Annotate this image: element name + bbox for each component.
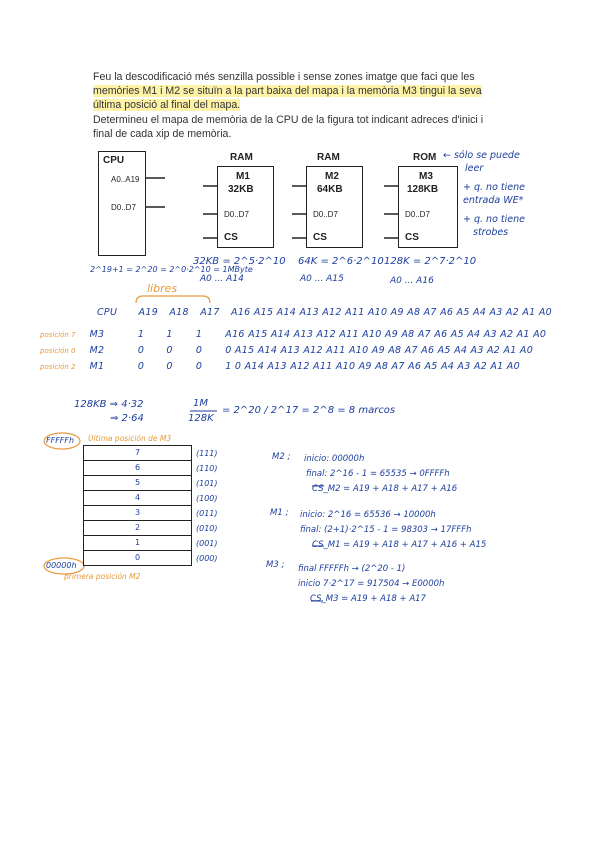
row-bit-a18: 0 [166,345,173,356]
chip-m2-size: 64KB [317,184,343,195]
chip-m3-name: M3 [419,171,433,182]
m1-end: final: (2+1)·2^15 - 1 = 98303 → 17FFFh [300,525,472,535]
map-block-5: 5 [84,476,191,491]
m3-notes-title: M3 ; [266,560,285,570]
chip-m1-cs: CS [224,232,238,243]
map-codes [196,446,218,566]
m1-cs-equation: CS_M1 = A19 + A18 + A17 + A16 + A15 [312,540,487,550]
m1-calc: 32KB = 2^5·2^10 [193,256,286,267]
header-a19: A19 [138,307,159,318]
chip-m2-name: M2 [325,171,339,182]
m3-range: A0 ... A16 [390,276,434,286]
header-cpu: CPU [97,307,118,318]
m2-calc: 64K = 2^6·2^10 [298,256,384,267]
rom-note-2: leer [465,163,484,174]
map-bottom-note: primera posición M2 [64,572,141,581]
row-bit-a18: 1 [166,329,173,340]
map-block-6: 6 [84,461,191,476]
row-rest: A16 A15 A14 A13 A12 A11 A10 A9 A8 A7 A6 A5 A4 A3 A2 A1 A0 [225,329,547,340]
map-block-1: 1 [84,536,191,551]
row-chip: M1 [89,361,105,372]
map-top-note: Última posición de M3 [88,434,172,443]
chip-m1-name: M1 [236,171,250,182]
libres-label: libres [147,282,178,295]
statement-line-1: Feu la descodificació més senzilla possible i sense zones imatge que faci que les [93,71,475,83]
map-block-3: 3 [84,506,191,521]
row-position: posición 2 [40,363,76,371]
chip-m2-data: D0..D7 [313,210,338,219]
row-bit-a19: 0 [137,345,145,356]
map-top-address: FFFFFh [46,436,75,445]
rom-note-6: strobes [473,227,509,238]
m2-notes-title: M2 ; [272,452,291,462]
cpu-box [98,151,146,256]
row-bit-a17: 0 [195,361,203,372]
map-code-6: (110) [196,464,218,473]
row-chip: M2 [89,345,105,356]
map-code-1: (001) [196,539,218,548]
table-row [40,356,520,374]
rom-note-5: + q. no tiene [463,214,525,225]
cpu-address-bus: A0..A19 [111,175,140,184]
row-bit-a18: 0 [166,361,173,372]
map-code-7: (111) [196,449,218,458]
m3-calc: 128K = 2^7·2^10 [384,256,477,267]
header-a17: A17 [200,307,220,318]
m1-notes-title: M1 ; [270,508,289,518]
statement-line-5: final de cada xip de memòria. [93,127,232,140]
row-bit-a19: 1 [137,329,145,340]
calc-block-1: 128KB ⇒ 4·32 [74,399,144,410]
fraction-numerator: 1M [193,398,208,409]
fraction-denominator: 128K [188,413,214,424]
row-rest: 1 0 A14 A13 A12 A11 A10 A9 A8 A7 A6 A5 A4 A3 A2 A1 A0 [225,361,520,372]
map-code-5: (101) [196,479,218,488]
row-position: posición 0 [40,347,76,355]
cpu-title: CPU [103,155,125,166]
statement-line-4: Determineu el mapa de memòria de la CPU de la figura tot indicant adreces d'inici i [93,113,484,126]
m3-notes [298,562,444,607]
chip-m3-data: D0..D7 [405,210,430,219]
chip-m1 [217,166,274,248]
fraction-result: = 2^20 / 2^17 = 2^8 = 8 marcos [222,405,396,416]
m3-start: inicio 7·2^17 = 917504 → E0000h [298,579,445,589]
map-block-7: 7 [84,446,191,461]
row-chip: M3 [89,329,105,340]
header-a18: A18 [169,307,189,318]
m2-start: inicio: 00000h [304,454,365,464]
row-bit-a19: 0 [137,361,145,372]
ram-header-1: RAM [230,152,253,163]
m3-end: final FFFFFh → (2^20 - 1) [298,564,406,574]
rom-note-3: + q. no tiene [463,182,525,193]
map-code-4: (100) [196,494,218,503]
map-bottom-address: 00000h [46,561,77,570]
rom-notes [443,149,525,239]
map-code-0: (000) [196,554,218,563]
row-position: posición 7 [40,331,76,339]
m2-notes [304,452,457,497]
rom-note-4: entrada WE* [463,195,524,206]
map-block-0: 0 [84,551,191,566]
chip-m3-cs: CS [405,232,419,243]
ram-header-2: RAM [317,152,340,163]
map-code-2: (010) [196,524,218,533]
cpu-data-bus: D0..D7 [111,203,136,212]
m2-cs-equation: CS_M2 = A19 + A18 + A17 + A16 [312,484,458,494]
m2-end: final: 2^16 - 1 = 65535 → 0FFFFh [306,469,450,479]
rom-header: ROM [413,152,437,163]
m2-range: A0 ... A15 [300,274,344,284]
m1-notes [300,508,486,553]
m1-range: A0 ... A14 [200,274,244,284]
m3-cs-equation: CS_M3 = A19 + A18 + A17 [310,594,426,604]
chip-m3-size: 128KB [407,184,439,195]
map-block-2: 2 [84,521,191,536]
cpu-calc: 2^19+1 = 2^20 = 2^0·2^10 = 1MByte [90,265,253,274]
chip-m2 [306,166,363,248]
rom-note-1: ← sólo se puede [443,150,520,161]
calc-block-2: ⇒ 2·64 [110,413,144,424]
row-bit-a17: 1 [195,329,203,340]
row-bit-a17: 0 [195,345,203,356]
address-table-header [97,307,552,318]
chip-m1-data: D0..D7 [224,210,249,219]
map-block-4: 4 [84,491,191,506]
statement-line-3: última posició al final del mapa. [93,99,241,112]
map-code-3: (011) [196,509,218,518]
row-rest: 0 A15 A14 A13 A12 A11 A10 A9 A8 A7 A6 A5 A4 A3 A2 A1 A0 [225,345,534,356]
m1-start: inicio: 2^16 = 65536 → 10000h [300,510,436,520]
chip-m2-cs: CS [313,232,327,243]
memory-map [83,445,192,566]
statement-line-2: memòries M1 i M2 se situïn a la part baixa del mapa i la memòria M3 tingui la seva [93,85,482,98]
chip-m1-size: 32KB [228,184,254,195]
header-rest: A16 A15 A14 A13 A12 A11 A10 A9 A8 A7 A6 A5 A4 A3 A2 A1 A0 [231,307,552,318]
